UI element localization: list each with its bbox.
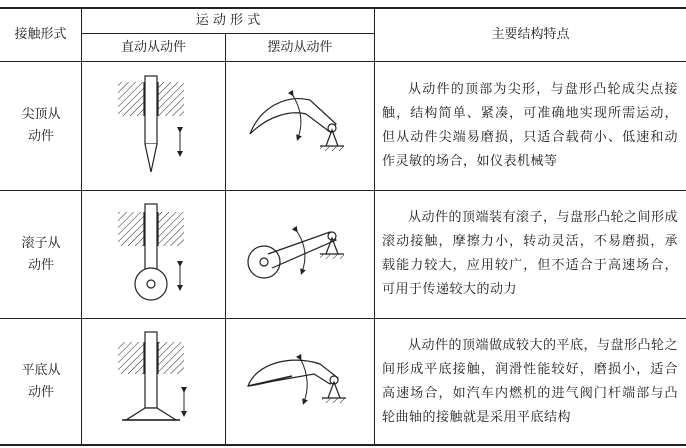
roller-translating-diagram [110, 200, 200, 310]
row-divider-2 [0, 318, 686, 319]
header-motion-form: 运 动 形 式 [195, 12, 261, 28]
row-name-flat-face: 平底从动件 [21, 362, 61, 400]
col-divider-3 [374, 7, 375, 445]
flat-face-oscillating-diagram [240, 340, 360, 430]
knife-edge-oscillating-diagram [240, 80, 360, 170]
row-name-knife-edge: 尖顶从动件 [21, 107, 61, 144]
row-description-knife-edge: 从动件的顶部为尖形，与盘形凸轮成尖点接触，结构简单、紧凑，可准确地实现所需运动，但从动件尖端易磨损，只适合载荷小、低速和动作灵敏的场合，如仪表机械等 [382, 82, 678, 169]
row-description-roller: 从动件的顶端装有滚子，与盘形凸轮之间形成滚动接触，摩擦力小，转动灵活，不易磨损，承载能力较大，应用较广，但不适合于高速场合，可用于传递较大的动力 [382, 210, 679, 297]
table-bottom-rule [0, 444, 686, 446]
col-divider-2 [225, 33, 226, 445]
col-divider-1 [81, 7, 82, 445]
header-translating: 直动从动件 [120, 39, 186, 55]
knife-edge-translating-diagram [110, 72, 200, 182]
header-contact-form: 接触形式 [14, 26, 67, 42]
header-features: 主要结构特点 [491, 26, 570, 42]
row-description-flat-face: 从动件的顶端做成较大的平底，与盘形凸轮之间形成平底接触，润滑性能较好，磨损小，适合高速场合，如汽车内燃机的进气阀门杆端部与凸轮曲轴的接触就是采用平底结构 [382, 338, 679, 425]
header-bottom-rule [0, 61, 686, 62]
row-divider-1 [0, 190, 686, 191]
flat-face-translating-diagram [110, 328, 200, 438]
row-name-roller: 滚子从动件 [21, 235, 61, 273]
roller-oscillating-diagram [240, 210, 360, 300]
header-oscillating: 摆动从动件 [267, 39, 333, 55]
